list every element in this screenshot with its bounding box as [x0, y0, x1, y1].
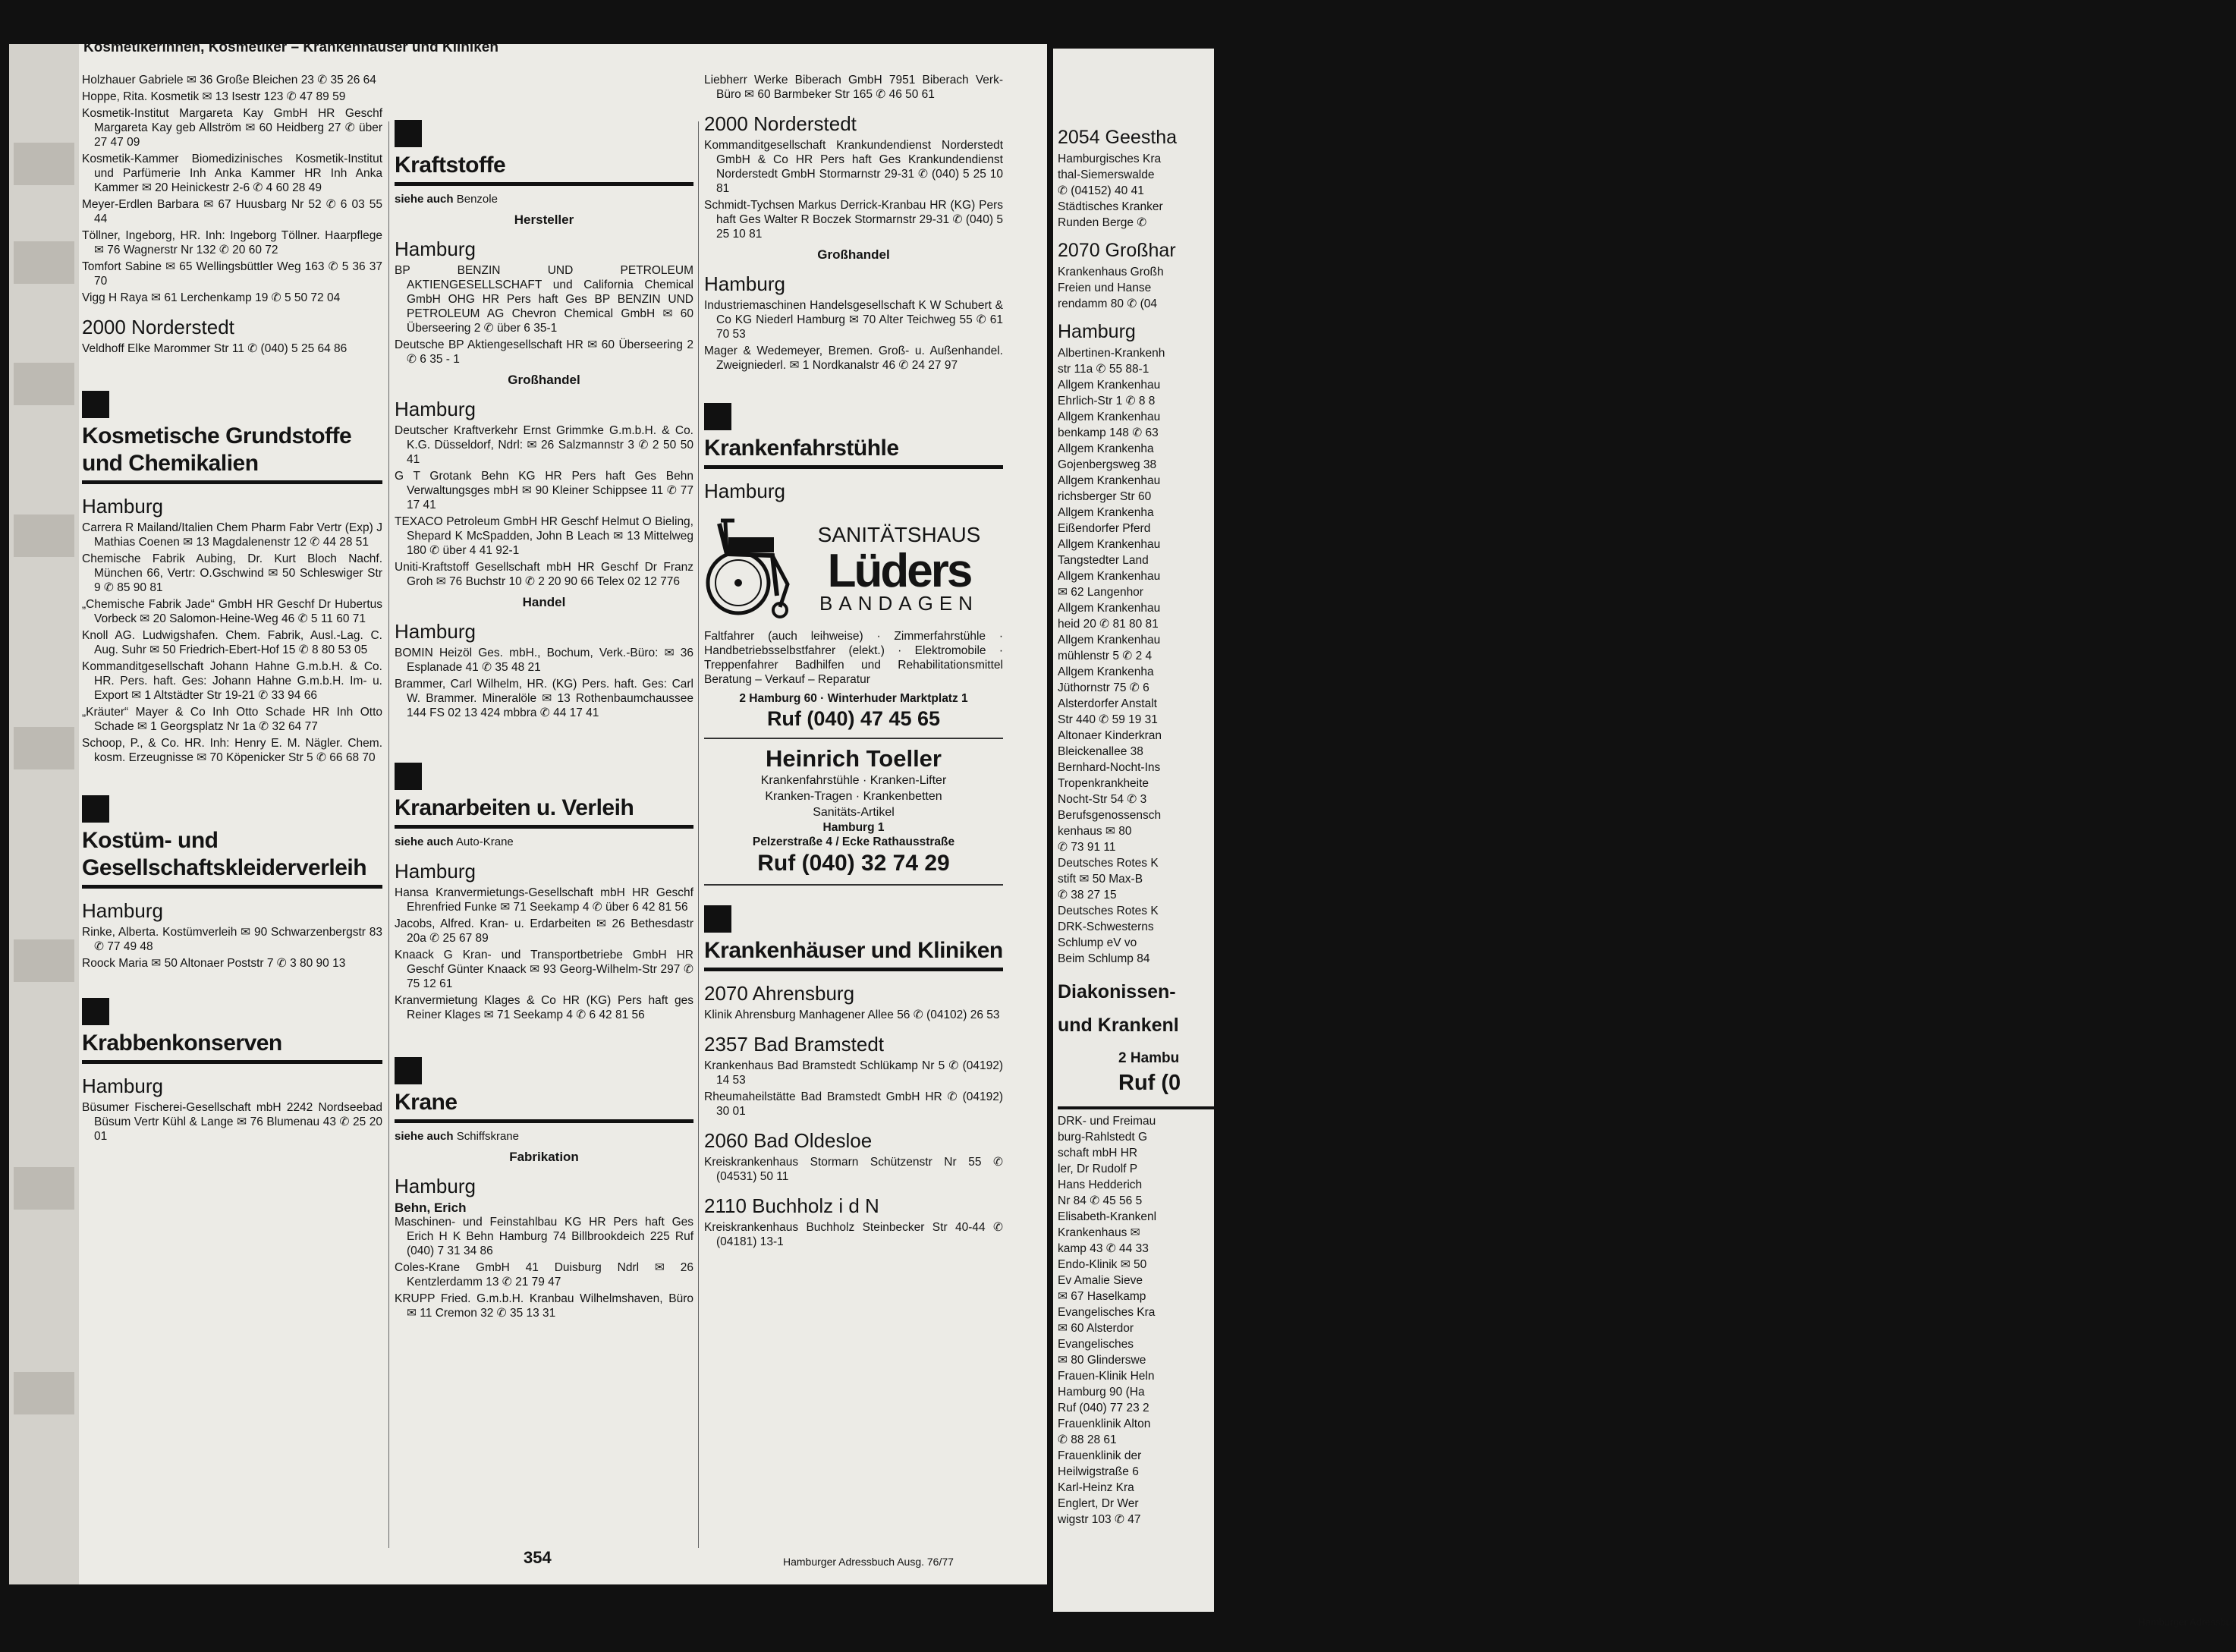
list-item: Coles-Krane GmbH 41 Duisburg Ndrl ✉ 26 Kentzlerdamm 13 ✆ 21 79 47: [395, 1261, 693, 1289]
list-item: Kreiskrankenhaus Buchholz Steinbecker Str 40-44 ✆ (04181) 13-1: [704, 1221, 1003, 1248]
city-heading: Hamburg: [704, 272, 785, 295]
spine-mark: [14, 939, 74, 982]
list-item: Kosmetik-Institut Margareta Kay GmbH HR Geschf Margareta Kay geb Allström ✉ 60 Heidberg 27 ✆ über 27 47 09: [82, 107, 382, 149]
list-item: TEXACO Petroleum GmbH HR Geschf Helmut O Bieling, Shepard K McSpadden, John B Leach ✉ 13 Mittelweg 180 ✆ über 4 41 92-1: [395, 515, 693, 557]
section-title: Diakonissen-: [1058, 981, 1176, 1002]
list-item: Krankenhaus Großh: [1058, 266, 1164, 278]
section-title: Krankenfahrstühle: [704, 436, 899, 461]
ad-line: Kranken-Tragen · Krankenbetten: [765, 790, 942, 803]
entry-list: [704, 138, 1003, 241]
city-heading: 2070 Großhar: [1058, 240, 1176, 261]
ad-name: Heinrich Toeller: [766, 745, 942, 772]
city-heading: 2357 Bad Bramstedt: [704, 1033, 885, 1056]
list-item: ✉ 67 Haselkamp: [1058, 1290, 1146, 1303]
ad-phone: Ruf (040) 47 45 65: [766, 707, 941, 730]
list-item: Knaack G Kran- und Transportbetriebe GmbH HR Geschf Günter Knaack ✉ 93 Georg-Wilhelm-Str 297 ✆ 75 12 61: [395, 949, 693, 990]
list-item: Roock Maria ✉ 50 Altonaer Poststr 7 ✆ 3 80 90 13: [82, 957, 346, 970]
footer-right: Hamburger Adressbuc: [2138, 1616, 2236, 1628]
list-item: Hoppe, Rita. Kosmetik ✉ 13 Isestr 123 ✆ 47 89 59: [82, 90, 346, 103]
list-item: Frauen-Klinik Heln: [1058, 1370, 1155, 1383]
section-title: Krabbenkonserven: [82, 1031, 282, 1056]
list-item: Krankenhaus Bad Bramstedt Schlükamp Nr 5 ✆ (04192) 14 53: [704, 1059, 1003, 1087]
city-heading: Hamburg: [395, 238, 476, 260]
list-item: Kranvermietung Klages & Co HR (KG) Pers haft ges Reiner Klages ✉ 71 Seekamp 4 ✆ 6 42 81 56: [395, 994, 693, 1021]
list-item: Frauenklinik der: [1058, 1449, 1142, 1462]
list-item: kenhaus ✉ 80: [1058, 825, 1132, 838]
city-heading: Hamburg: [395, 398, 476, 420]
entry-list: [395, 1215, 693, 1320]
see-also-target: Auto-Krane: [455, 835, 514, 848]
city-heading: 2070 Ahrensburg: [704, 982, 855, 1005]
city-heading: Hamburg: [82, 495, 163, 518]
list-item: Freien und Hanse: [1058, 282, 1152, 294]
list-item: Kommanditgesellschaft Johann Hahne G.m.b.H. & Co. HR. Pers. haft. Ges: Johann Hahne G.m.b.H. Im- u. Export ✉ 1 Altstädter Str 19-21 ✆ 33 94 66: [82, 660, 382, 702]
list-item: Ehrlich-Str 1 ✆ 8 8: [1058, 395, 1156, 407]
list-item: Meyer-Erdlen Barbara ✉ 67 Huusbarg Nr 52 ✆ 6 03 55 44: [82, 198, 382, 225]
ad-city: 2 Hambu: [1118, 1050, 1180, 1066]
list-item: ✉ 80 Glinderswe: [1058, 1354, 1146, 1367]
list-item: Allgem Krankenha: [1058, 506, 1154, 519]
list-item: Klinik Ahrensburg Manhagener Allee 56 ✆ (04102) 26 53: [704, 1009, 1000, 1021]
list-item: Allgem Krankenha: [1058, 442, 1154, 455]
city-heading: Hamburg: [395, 1175, 476, 1197]
list-item: Deutsches Rotes K: [1058, 857, 1159, 870]
list-item: richsberger Str 60: [1058, 490, 1152, 503]
section-marker: [704, 905, 731, 933]
section-marker: [395, 763, 422, 790]
ad-sanitaetshaus-lueders: [704, 508, 1003, 732]
entry-list: [82, 1100, 382, 1144]
list-item: Knoll AG. Ludwigshafen. Chem. Fabrik, Ausl.-Lag. C. Aug. Suhr ✉ 50 Friedrich-Ebert-Hof 15 ✆ 8 80 53 05: [82, 629, 382, 656]
list-item: Tangstedter Land: [1058, 554, 1149, 567]
city-heading: Hamburg: [82, 899, 163, 922]
entry-list: [395, 646, 693, 720]
ad-line: Pelzerstraße 4 / Ecke Rathausstraße: [752, 835, 955, 848]
list-item: Evangelisches Kra: [1058, 1306, 1156, 1319]
list-item: kamp 43 ✆ 44 33: [1058, 1242, 1149, 1255]
spine-mark: [14, 241, 74, 284]
list-item: Beim Schlump 84: [1058, 952, 1150, 965]
ad-heinrich-toeller: [704, 738, 1003, 886]
list-item: „Chemische Fabrik Jade“ GmbH HR Geschf Dr Hubertus Vorbeck ✉ 20 Salomon-Heine-Weg 46 ✆ 5 11 60 71: [82, 598, 382, 625]
list-item: ✆ 88 28 61: [1058, 1433, 1117, 1446]
ad-brand: [795, 523, 1003, 615]
list-item: Allgem Krankenhau: [1058, 411, 1161, 423]
list-item: Gojenbergsweg 38: [1058, 458, 1157, 471]
list-item: str 11a ✆ 55 88-1: [1058, 363, 1149, 376]
list-item: Jüthornstr 75 ✆ 6: [1058, 681, 1149, 694]
list-item: Allgem Krankenha: [1058, 666, 1154, 678]
list-item: Albertinen-Krankenh: [1058, 347, 1165, 360]
list-item: Liebherr Werke Biberach GmbH 7951 Biberach Verk-Büro ✉ 60 Barmbeker Str 165 ✆ 46 50 61: [704, 74, 1003, 101]
entry-list: [395, 423, 693, 589]
list-item: Elisabeth-Krankenl: [1058, 1210, 1157, 1223]
spine-mark: [14, 363, 74, 405]
ad-brand-line2: Lüders: [827, 545, 971, 597]
section-rule: [395, 825, 693, 829]
list-item: Bleickenallee 38: [1058, 745, 1143, 758]
list-item: Endo-Klinik ✉ 50: [1058, 1258, 1147, 1271]
list-item: Karl-Heinz Kra: [1058, 1481, 1134, 1494]
list-item: Nocht-Str 54 ✆ 3: [1058, 793, 1147, 806]
list-item: mühlenstr 5 ✆ 2 4: [1058, 650, 1153, 662]
entry-list: [1058, 152, 1214, 230]
section-title: und Krankenl: [1058, 1015, 1179, 1036]
list-item: Hans Hedderich: [1058, 1178, 1143, 1191]
list-item: Chemische Fabrik Aubing, Dr. Kurt Bloch Nachf. München 66, Vertr: O.Gschwind ✉ 50 Schleswiger Str 9 ✆ 85 90 81: [82, 552, 382, 594]
see-also: [395, 835, 693, 849]
list-item: ✆ 38 27 15: [1058, 889, 1117, 902]
section-title: Kraftstoffe: [395, 153, 506, 178]
list-item: BOMIN Heizöl Ges. mbH., Bochum, Verk.-Büro: ✉ 36 Esplanade 41 ✆ 35 48 21: [395, 647, 693, 674]
section-rule: [395, 1119, 693, 1123]
entry-list: [82, 73, 382, 305]
list-item: Schoop, P., & Co. HR. Inh: Henry E. M. Nägler. Chem. kosm. Erzeugnisse ✉ 70 Köpenicker Str 5 ✆ 66 68 70: [82, 737, 382, 764]
see-also-label: siehe auch: [395, 1130, 454, 1143]
entry-list: [704, 1008, 1003, 1022]
list-item: BP BENZIN UND PETROLEUM AKTIENGESELLSCHAFT und California Chemical GmbH OHG HR Pers haft Ges BP BENZIN UND PETROLEUM AG Chevron Chemical GmbH ✉ 60 Überseering 2 ✆ über 6 35-1: [395, 264, 693, 335]
list-item: Kreiskrankenhaus Stormarn Schützenstr Nr 55 ✆ (04531) 50 11: [704, 1156, 1003, 1183]
list-item: Allgem Krankenhau: [1058, 379, 1161, 392]
section-marker: [395, 120, 422, 147]
list-item: thal-Siemerswalde: [1058, 168, 1155, 181]
entry-list: [82, 521, 382, 765]
city-heading: Hamburg: [1058, 321, 1136, 342]
entry-list: [395, 263, 693, 367]
spine-mark: [14, 143, 74, 185]
list-item: G T Grotank Behn KG HR Pers haft Ges Behn Verwaltungsges mbH ✉ 90 Kleiner Schippsee 11 ✆ 77 17 41: [395, 470, 693, 511]
entry-list: [1058, 265, 1214, 311]
list-item: Ruf (040) 77 23 2: [1058, 1402, 1149, 1414]
list-item: Rinke, Alberta. Kostümverleih ✉ 90 Schwarzenbergstr 83 ✆ 77 49 48: [82, 926, 382, 953]
column-d: [1058, 117, 1214, 1528]
list-item: burg-Rahlstedt G: [1058, 1131, 1148, 1144]
column-b: [395, 70, 693, 1323]
ad-description: Faltfahrer (auch leihweise) · Zimmerfahrstühle · Handbetriebsselbstfahrer (elekt.) · Elektromobile · Treppenfahrer Badhilfen und Rehabilitationsmittel Beratung – Verkauf – Reparatur: [704, 630, 1003, 686]
list-item: rendamm 80 ✆ (04: [1058, 297, 1158, 310]
see-also-label: siehe auch: [395, 193, 454, 206]
city-heading: Hamburg: [395, 860, 476, 883]
see-also-target: Benzole: [456, 193, 498, 206]
city-heading: 2060 Bad Oldesloe: [704, 1129, 873, 1152]
list-item: ✉ 60 Alsterdor: [1058, 1322, 1134, 1335]
city-heading: Hamburg: [704, 480, 785, 502]
section-rule: [704, 968, 1003, 971]
list-item: Evangelisches: [1058, 1338, 1134, 1351]
list-item: Maschinen- und Feinstahlbau KG HR Pers haft Ges Erich H K Behn Hamburg 74 Billbrookdeich 225 Ruf (040) 7 31 34 86: [395, 1216, 693, 1257]
section-rule: [395, 182, 693, 186]
list-item: KRUPP Fried. G.m.b.H. Kranbau Wilhelmshaven, Büro ✉ 11 Cremon 32 ✆ 35 13 31: [395, 1292, 693, 1320]
section-marker: [82, 998, 109, 1025]
list-item: Runden Berge ✆: [1058, 216, 1147, 229]
subheading: Fabrikation: [509, 1150, 579, 1164]
page-number: 354: [524, 1548, 552, 1567]
list-item: Büsumer Fischerei-Gesellschaft mbH 2242 Nordseebad Büsum Vertr Kühl & Lange ✉ 76 Blumenau 43 ✆ 25 20 01: [82, 1101, 382, 1143]
company-name: Behn, Erich: [395, 1200, 467, 1215]
see-also: [395, 1129, 693, 1144]
section-rule: [82, 1060, 382, 1064]
column-a: [82, 73, 382, 1146]
section-marker: [395, 1057, 422, 1084]
city-heading: 2054 Geestha: [1058, 127, 1178, 148]
list-item: Altonaer Kinderkran: [1058, 729, 1162, 742]
list-item: Hamburgisches Kra: [1058, 153, 1162, 165]
section-title: Kostüm- und Gesellschaftskleiderverleih: [82, 828, 367, 880]
ad-address: 2 Hamburg 60 · Winterhuder Marktplatz 1: [739, 692, 968, 705]
list-item: Deutsche BP Aktiengesellschaft HR ✉ 60 Überseering 2 ✆ 6 35 - 1: [395, 338, 693, 366]
page-footer: Hamburger Adressbuch Ausg. 76/77: [783, 1556, 954, 1568]
section-title: Kranarbeiten u. Verleih: [395, 795, 634, 820]
ad-phone: Ruf (040) 32 74 29: [757, 851, 950, 876]
spine-mark: [14, 514, 74, 557]
list-item: Allgem Krankenhau: [1058, 602, 1161, 615]
subheading: Großhandel: [508, 373, 580, 387]
list-item: Schmidt-Tychsen Markus Derrick-Kranbau HR (KG) Pers haft Ges Walter R Boczek Stormarnstr 29-31 ✆ (040) 5 25 10 81: [704, 199, 1003, 241]
list-item: Kommanditgesellschaft Krankundendienst Norderstedt GmbH & Co HR Pers haft Ges Krankundendienst Norderstedt GmbH Stormarnstr 29-31 ✆ (040) 5 25 10 81: [704, 139, 1003, 195]
list-item: ✉ 62 Langenhor: [1058, 586, 1143, 599]
list-item: ler, Dr Rudolf P: [1058, 1163, 1138, 1175]
section-rule: [1058, 1106, 1214, 1109]
entry-list: [704, 73, 1003, 102]
list-item: wigstr 103 ✆ 47: [1058, 1513, 1141, 1526]
list-item: Carrera R Mailand/Italien Chem Pharm Fabr Vertr (Exp) J Mathias Coenen ✉ 13 Magdalenenstr 12 ✆ 44 28 51: [82, 521, 382, 549]
list-item: ✆ (04152) 40 41: [1058, 184, 1144, 197]
section-rule: [704, 465, 1003, 469]
entry-list: [395, 886, 693, 1022]
see-also-target: Schiffskrane: [456, 1130, 519, 1143]
list-item: Hansa Kranvermietungs-Gesellschaft mbH HR Geschf Ehrenfried Funke ✉ 71 Seekamp 4 ✆ über 6 42 81 56: [395, 886, 693, 914]
adjacent-page: [1053, 49, 2236, 1628]
list-item: schaft mbH HR: [1058, 1147, 1138, 1160]
entry-list: [704, 1059, 1003, 1119]
section-marker: [82, 391, 109, 418]
section-rule: [82, 480, 382, 484]
list-item: Allgem Krankenhau: [1058, 634, 1161, 647]
list-item: „Kräuter“ Mayer & Co Inh Otto Schade HR Inh Otto Schade ✉ 1 Georgsplatz Nr 1a ✆ 32 64 77: [82, 706, 382, 733]
entry-list: [82, 925, 382, 971]
subheading: Großhandel: [817, 247, 890, 262]
list-item: Krankenhaus ✉: [1058, 1226, 1140, 1239]
city-heading: 2000 Norderstedt: [704, 112, 857, 135]
list-item: Allgem Krankenhau: [1058, 570, 1161, 583]
section-title: Krane: [395, 1090, 458, 1115]
ad-brand-line1: SANITÄTSHAUS: [817, 523, 981, 546]
list-item: Mager & Wedemeyer, Bremen. Groß- u. Außenhandel. Zweigniederl. ✉ 1 Nordkanalstr 46 ✆ 24 27 97: [704, 345, 1003, 372]
ad-line: Krankenfahrstühle · Kranken-Lifter: [760, 774, 947, 787]
list-item: Uniti-Kraftstoff Gesellschaft mbH HR Geschf Dr Franz Groh ✉ 76 Buchstr 10 ✆ 2 20 90 66 Telex 02 12 776: [395, 561, 693, 588]
list-item: stift ✉ 50 Max-B: [1058, 873, 1143, 886]
list-item: Deutscher Kraftverkehr Ernst Grimmke G.m.b.H. & Co. K.G. Düsseldorf, Ndrl: ✉ 26 Salzmannstr 3 ✆ 2 50 50 41: [395, 424, 693, 466]
wheelchair-icon: [704, 508, 795, 626]
page-spine: [9, 44, 79, 1584]
list-item: Kosmetik-Kammer Biomedizinisches Kosmetik-Institut und Parfümerie Inh Anka Kammer HR Inh Anka Kammer ✉ 20 Heinickestr 2-6 ✆ 4 60 28 49: [82, 153, 382, 194]
page-header: Kosmetikerinnen, Kosmetiker – Krankenhäuser und Kliniken: [83, 39, 498, 55]
list-item: Vigg H Raya ✉ 61 Lerchenkamp 19 ✆ 5 50 72 04: [82, 291, 341, 304]
list-item: Englert, Dr Wer: [1058, 1497, 1139, 1510]
column-c: [704, 73, 1003, 1251]
spine-mark: [14, 1167, 74, 1210]
list-item: Heilwigstraße 6: [1058, 1465, 1139, 1478]
section-marker: [704, 403, 731, 430]
list-item: Industriemaschinen Handelsgesellschaft K W Schubert & Co KG Niederl Hamburg ✉ 70 Alter Teichweg 55 ✆ 61 70 53: [704, 299, 1003, 341]
city-heading: Hamburg: [395, 620, 476, 643]
list-item: Töllner, Ingeborg, HR. Inh: Ingeborg Töllner. Haarpflege ✉ 76 Wagnerstr Nr 132 ✆ 20 60 72: [82, 229, 382, 256]
section-title: Kosmetische Grundstoffe und Chemikalien: [82, 423, 352, 476]
entry-list: [704, 298, 1003, 373]
see-also-label: siehe auch: [395, 835, 454, 848]
ad-phone: Ruf (0: [1118, 1071, 1181, 1095]
list-item: Veldhoff Elke Marommer Str 11 ✆ (040) 5 25 64 86: [82, 342, 348, 355]
list-item: Schlump eV vo: [1058, 936, 1137, 949]
list-item: Hamburg 90 (Ha: [1058, 1386, 1145, 1399]
section-marker: [82, 795, 109, 823]
list-item: Holzhauer Gabriele ✉ 36 Große Bleichen 23 ✆ 35 26 64: [82, 74, 376, 87]
list-item: Alsterdorfer Anstalt: [1058, 697, 1157, 710]
list-item: Jacobs, Alfred. Kran- u. Erdarbeiten ✉ 26 Bethesdastr 20a ✆ 25 67 89: [395, 917, 693, 945]
entry-list: [704, 1155, 1003, 1184]
list-item: Städtisches Kranker: [1058, 200, 1163, 213]
ad-line: Sanitäts-Artikel: [813, 806, 895, 819]
subheading: Handel: [522, 595, 566, 609]
list-item: Nr 84 ✆ 45 56 5: [1058, 1194, 1143, 1207]
list-item: Allgem Krankenhau: [1058, 474, 1161, 487]
entry-list: [704, 1220, 1003, 1249]
list-item: Brammer, Carl Wilhelm, HR. (KG) Pers. haft. Ges: Carl W. Brammer. Mineralöle ✉ 13 Rothenbaumchaussee 144 FS 02 13 424 mbbra ✆ 44 17 41: [395, 678, 693, 719]
list-item: Deutsches Rotes K: [1058, 905, 1159, 917]
subheading: Hersteller: [514, 212, 574, 227]
section-title: Krankenhäuser und Kliniken: [704, 938, 1003, 963]
list-item: DRK-Schwesterns: [1058, 920, 1154, 933]
ad-brand-line3: BANDAGEN: [819, 592, 979, 615]
list-item: Berufsgenossensch: [1058, 809, 1162, 822]
list-item: Frauenklinik Alton: [1058, 1418, 1151, 1430]
list-item: Tropenkrankheite: [1058, 777, 1149, 790]
city-heading: 2110 Buchholz i d N: [704, 1194, 879, 1217]
spine-mark: [14, 727, 74, 769]
entry-list: [82, 341, 382, 356]
list-item: Eißendorfer Pferd: [1058, 522, 1151, 535]
city-heading: Hamburg: [82, 1075, 163, 1097]
list-item: Allgem Krankenhau: [1058, 538, 1161, 551]
entry-list: [1058, 346, 1214, 966]
see-also: [395, 192, 693, 206]
ad-line: Hamburg 1: [822, 821, 885, 834]
list-item: Ev Amalie Sieve: [1058, 1274, 1143, 1287]
list-item: heid 20 ✆ 81 80 81: [1058, 618, 1159, 631]
entry-list: [1058, 1114, 1214, 1527]
ad-top: [704, 508, 1003, 626]
list-item: ✆ 73 91 11: [1058, 841, 1116, 854]
list-item: Tomfort Sabine ✉ 65 Wellingsbüttler Weg 163 ✆ 5 36 37 70: [82, 260, 382, 288]
column-divider: [388, 121, 389, 1548]
city-heading: 2000 Norderstedt: [82, 316, 234, 338]
list-item: DRK- und Freimau: [1058, 1115, 1156, 1128]
list-item: Rheumaheilstätte Bad Bramstedt GmbH HR ✆ (04192) 30 01: [704, 1090, 1003, 1118]
list-item: Bernhard-Nocht-Ins: [1058, 761, 1161, 774]
list-item: Str 440 ✆ 59 19 31: [1058, 713, 1158, 726]
spine-mark: [14, 1372, 74, 1414]
section-rule: [82, 885, 382, 889]
column-divider: [698, 121, 699, 1548]
list-item: benkamp 148 ✆ 63: [1058, 426, 1159, 439]
